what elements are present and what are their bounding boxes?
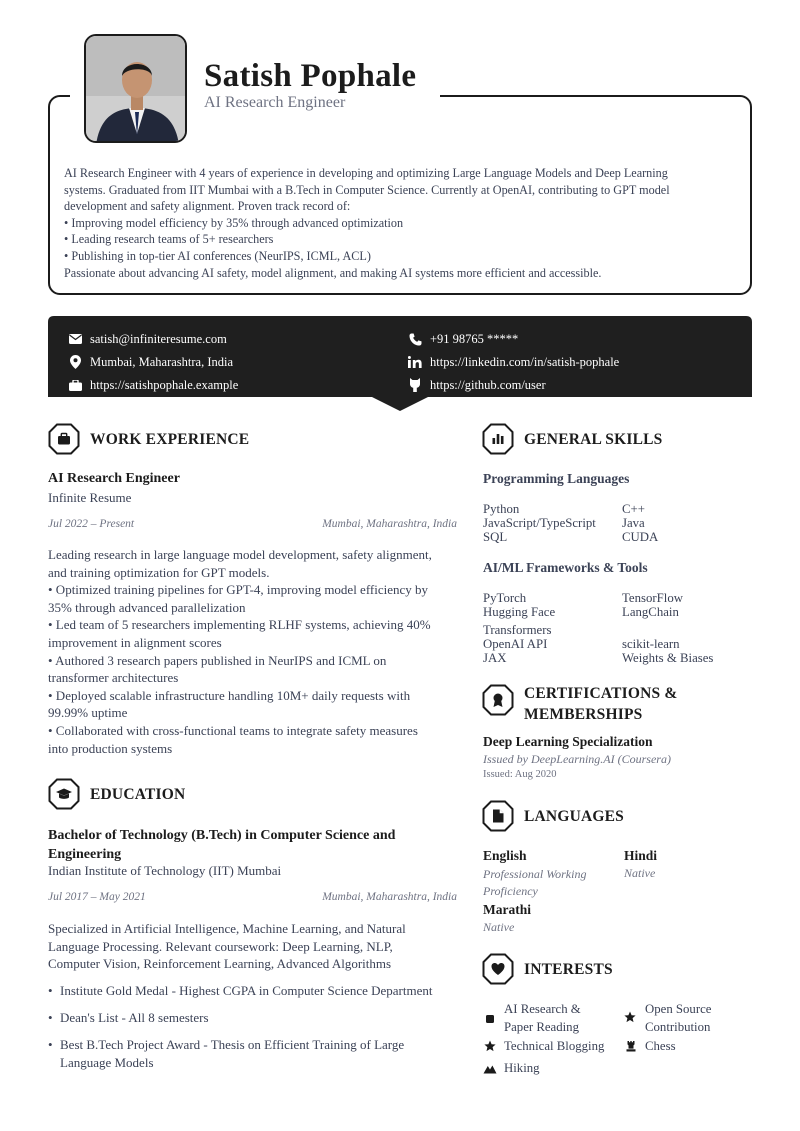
certification-issuer: Issued by DeepLearning.AI (Coursera) [483, 752, 671, 766]
email-text: satish@infiniteresume.com [90, 331, 227, 346]
bullet-icon: • [48, 1037, 53, 1052]
location-text: Mumbai, Maharashtra, India [90, 354, 234, 369]
section-title: EDUCATION [90, 785, 186, 803]
phone-text: +91 98765 ***** [430, 331, 519, 346]
linkedin-icon [408, 355, 422, 369]
envelope-icon [68, 332, 82, 346]
mountain-icon [483, 1063, 497, 1074]
avatar [86, 36, 187, 143]
skill-item: JAX [483, 651, 507, 665]
honor-text-line: Best B.Tech Project Award - Thesis on Efficient Training of Large [60, 1037, 405, 1052]
summary-line: • Publishing in top-tier AI conferences (NeurIPS, ICML, ACL) [64, 248, 371, 263]
bullet-icon: • [48, 983, 53, 998]
skill-item: Python [483, 502, 520, 516]
company-name: Infinite Resume [48, 490, 132, 505]
language-level: Native [483, 920, 515, 934]
candidate-name: Satish Pophale [204, 58, 417, 94]
job-location: Mumbai, Maharashtra, India [322, 518, 457, 530]
honor-text: Institute Gold Medal - Highest CGPA in Computer Science Department [60, 983, 433, 998]
skill-item: OpenAI API [483, 637, 548, 651]
honor-text [60, 1036, 404, 1071]
star-icon [484, 1040, 496, 1052]
education-location: Mumbai, Maharashtra, India [322, 891, 457, 903]
skill-item: TensorFlow [622, 591, 683, 605]
section-title [524, 683, 678, 725]
interest-text-line: AI Research & [504, 1002, 581, 1016]
job-description-line: and training optimization for GPT models. [48, 564, 270, 580]
language-level: Native [624, 866, 656, 880]
skill-item: CUDA [622, 530, 659, 544]
document-icon [482, 800, 514, 832]
skill-category: Programming Languages [483, 471, 630, 486]
education-description-line: Specialized in Artificial Intelligence, Machine Learning, and Natural [48, 921, 406, 936]
interest-text: Chess [645, 1039, 676, 1053]
job-description-line: • Optimized training pipelines for GPT-4, improving model efficiency by [48, 582, 429, 598]
linkedin-text: https://linkedin.com/in/satish-pophale [430, 354, 620, 369]
job-description-line: • Collaborated with cross-functional teams to integrate safety measures [48, 722, 418, 738]
contact-linkedin[interactable] [408, 353, 619, 371]
certification-date: Issued: Aug 2020 [483, 769, 557, 780]
job-description-line: improvement in alignment scores [48, 634, 222, 650]
skill-item: LangChain [622, 605, 679, 619]
job-description-line: Leading research in large language model development, safety alignment, [48, 547, 432, 562]
website-text: https://satishpophale.example [90, 377, 239, 392]
star-icon [624, 1011, 636, 1023]
job-description-line: • Led team of 5 researchers implementing RLHF systems, achieving 40% [48, 617, 431, 633]
interest-text-line: Open Source [645, 1002, 712, 1016]
skill-item: PyTorch [483, 591, 527, 605]
section-title: INTERESTS [524, 960, 613, 978]
briefcase-icon [68, 378, 82, 392]
degree-title-line: Bachelor of Technology (B.Tech) in Computer Science and [48, 828, 396, 843]
language-level-line: Professional Working [483, 867, 587, 881]
language-level [483, 866, 586, 900]
summary-line: development and safety alignment. Proven track record of: [64, 199, 351, 214]
interest-text-line: Contribution [645, 1019, 711, 1034]
job-title: AI Research Engineer [48, 471, 180, 486]
chess-icon [625, 1040, 637, 1052]
interest-text: Hiking [504, 1061, 540, 1075]
job-description-line: into production systems [48, 740, 173, 756]
skill-item: Weights & Biases [622, 651, 714, 665]
skill-category: AI/ML Frameworks & Tools [483, 560, 648, 575]
education-description-line: Language Processing. Relevant coursework: Deep Learning, NLP, [48, 938, 393, 954]
skill-item: Transformers [483, 623, 552, 637]
honor-text: Dean's List - All 8 semesters [60, 1010, 209, 1025]
github-icon [408, 378, 422, 392]
award-icon [482, 684, 514, 716]
language-level-line: Proficiency [483, 884, 538, 898]
education-description [48, 920, 458, 973]
certifications-heading [482, 683, 678, 725]
interest-text [645, 1001, 711, 1036]
summary-line: • Leading research teams of 5+ researchers [64, 232, 274, 247]
contact-github[interactable] [408, 376, 546, 394]
skill-item: Hugging Face [483, 605, 556, 619]
interest-text-line: Paper Reading [504, 1019, 579, 1034]
degree-title [48, 826, 395, 864]
contact-website[interactable] [68, 376, 238, 394]
job-description-line: 99.99% uptime [48, 705, 128, 721]
summary-text [64, 165, 736, 281]
graduation-cap-icon [48, 778, 80, 810]
contact-bar [48, 316, 752, 411]
interest-text [504, 1001, 581, 1036]
language-name: Marathi [483, 902, 531, 917]
bar-chart-icon [482, 423, 514, 455]
education-description-line: Computer Vision, Reinforcement Learning, Advanced Algorithms [48, 956, 392, 972]
square-icon [485, 1014, 495, 1024]
certification-name: Deep Learning Specialization [483, 734, 653, 749]
contact-email[interactable] [68, 330, 227, 348]
interest-text: Technical Blogging [504, 1039, 605, 1053]
skill-item: Java [622, 516, 645, 530]
github-text: https://github.com/user [430, 377, 546, 392]
education-dates: Jul 2017 – May 2021 [48, 891, 146, 903]
summary-line: AI Research Engineer with 4 years of experience in developing and optimizing Large Language Models and Deep Learning [64, 166, 668, 180]
education-heading [48, 778, 185, 810]
bullet-icon: • [48, 1010, 53, 1025]
general-skills-heading [482, 423, 662, 455]
candidate-title: AI Research Engineer [204, 94, 346, 111]
heart-icon [482, 953, 514, 985]
job-description [48, 546, 458, 757]
skill-item: C++ [622, 502, 645, 516]
section-title-line: MEMBERSHIPS [524, 706, 643, 723]
skill-item: SQL [483, 530, 508, 544]
language-name: Hindi [624, 848, 658, 863]
location-pin-icon [68, 355, 82, 369]
languages-heading [482, 800, 624, 832]
summary-line: • Improving model efficiency by 35% through advanced optimization [64, 215, 404, 230]
summary-line: systems. Graduated from IIT Mumbai with a B.Tech in Computer Science. Currently at OpenAI, contributing to GPT model [64, 182, 670, 197]
school-name: Indian Institute of Technology (IIT) Mumbai [48, 863, 282, 878]
contact-location [68, 353, 233, 371]
job-description-line: 35% through advanced parallelization [48, 599, 246, 615]
section-title-line: CERTIFICATIONS & [524, 685, 678, 702]
skill-item: JavaScript/TypeScript [483, 516, 596, 530]
job-dates: Jul 2022 – Present [48, 518, 135, 530]
language-name: English [483, 848, 527, 863]
briefcase-icon [48, 423, 80, 455]
section-title: LANGUAGES [524, 807, 624, 825]
profile-photo [84, 34, 187, 143]
honor-text-line: Language Models [60, 1054, 154, 1070]
skill-item: scikit-learn [622, 637, 680, 651]
job-description-line: • Authored 3 research papers published in NeurIPS and ICML on [48, 652, 387, 668]
section-title: GENERAL SKILLS [524, 430, 663, 448]
job-description-line: • Deployed scalable infrastructure handling 10M+ daily requests with [48, 687, 411, 703]
summary-line: Passionate about advancing AI safety, model alignment, and making AI systems more efficient and accessible. [64, 265, 602, 280]
section-title: WORK EXPERIENCE [90, 430, 250, 448]
contact-phone[interactable] [408, 330, 518, 348]
work-experience-heading [48, 423, 249, 455]
phone-icon [408, 332, 422, 346]
degree-title-line: Engineering [48, 847, 122, 862]
job-description-line: transformer architectures [48, 670, 179, 686]
interests-heading [482, 953, 613, 985]
